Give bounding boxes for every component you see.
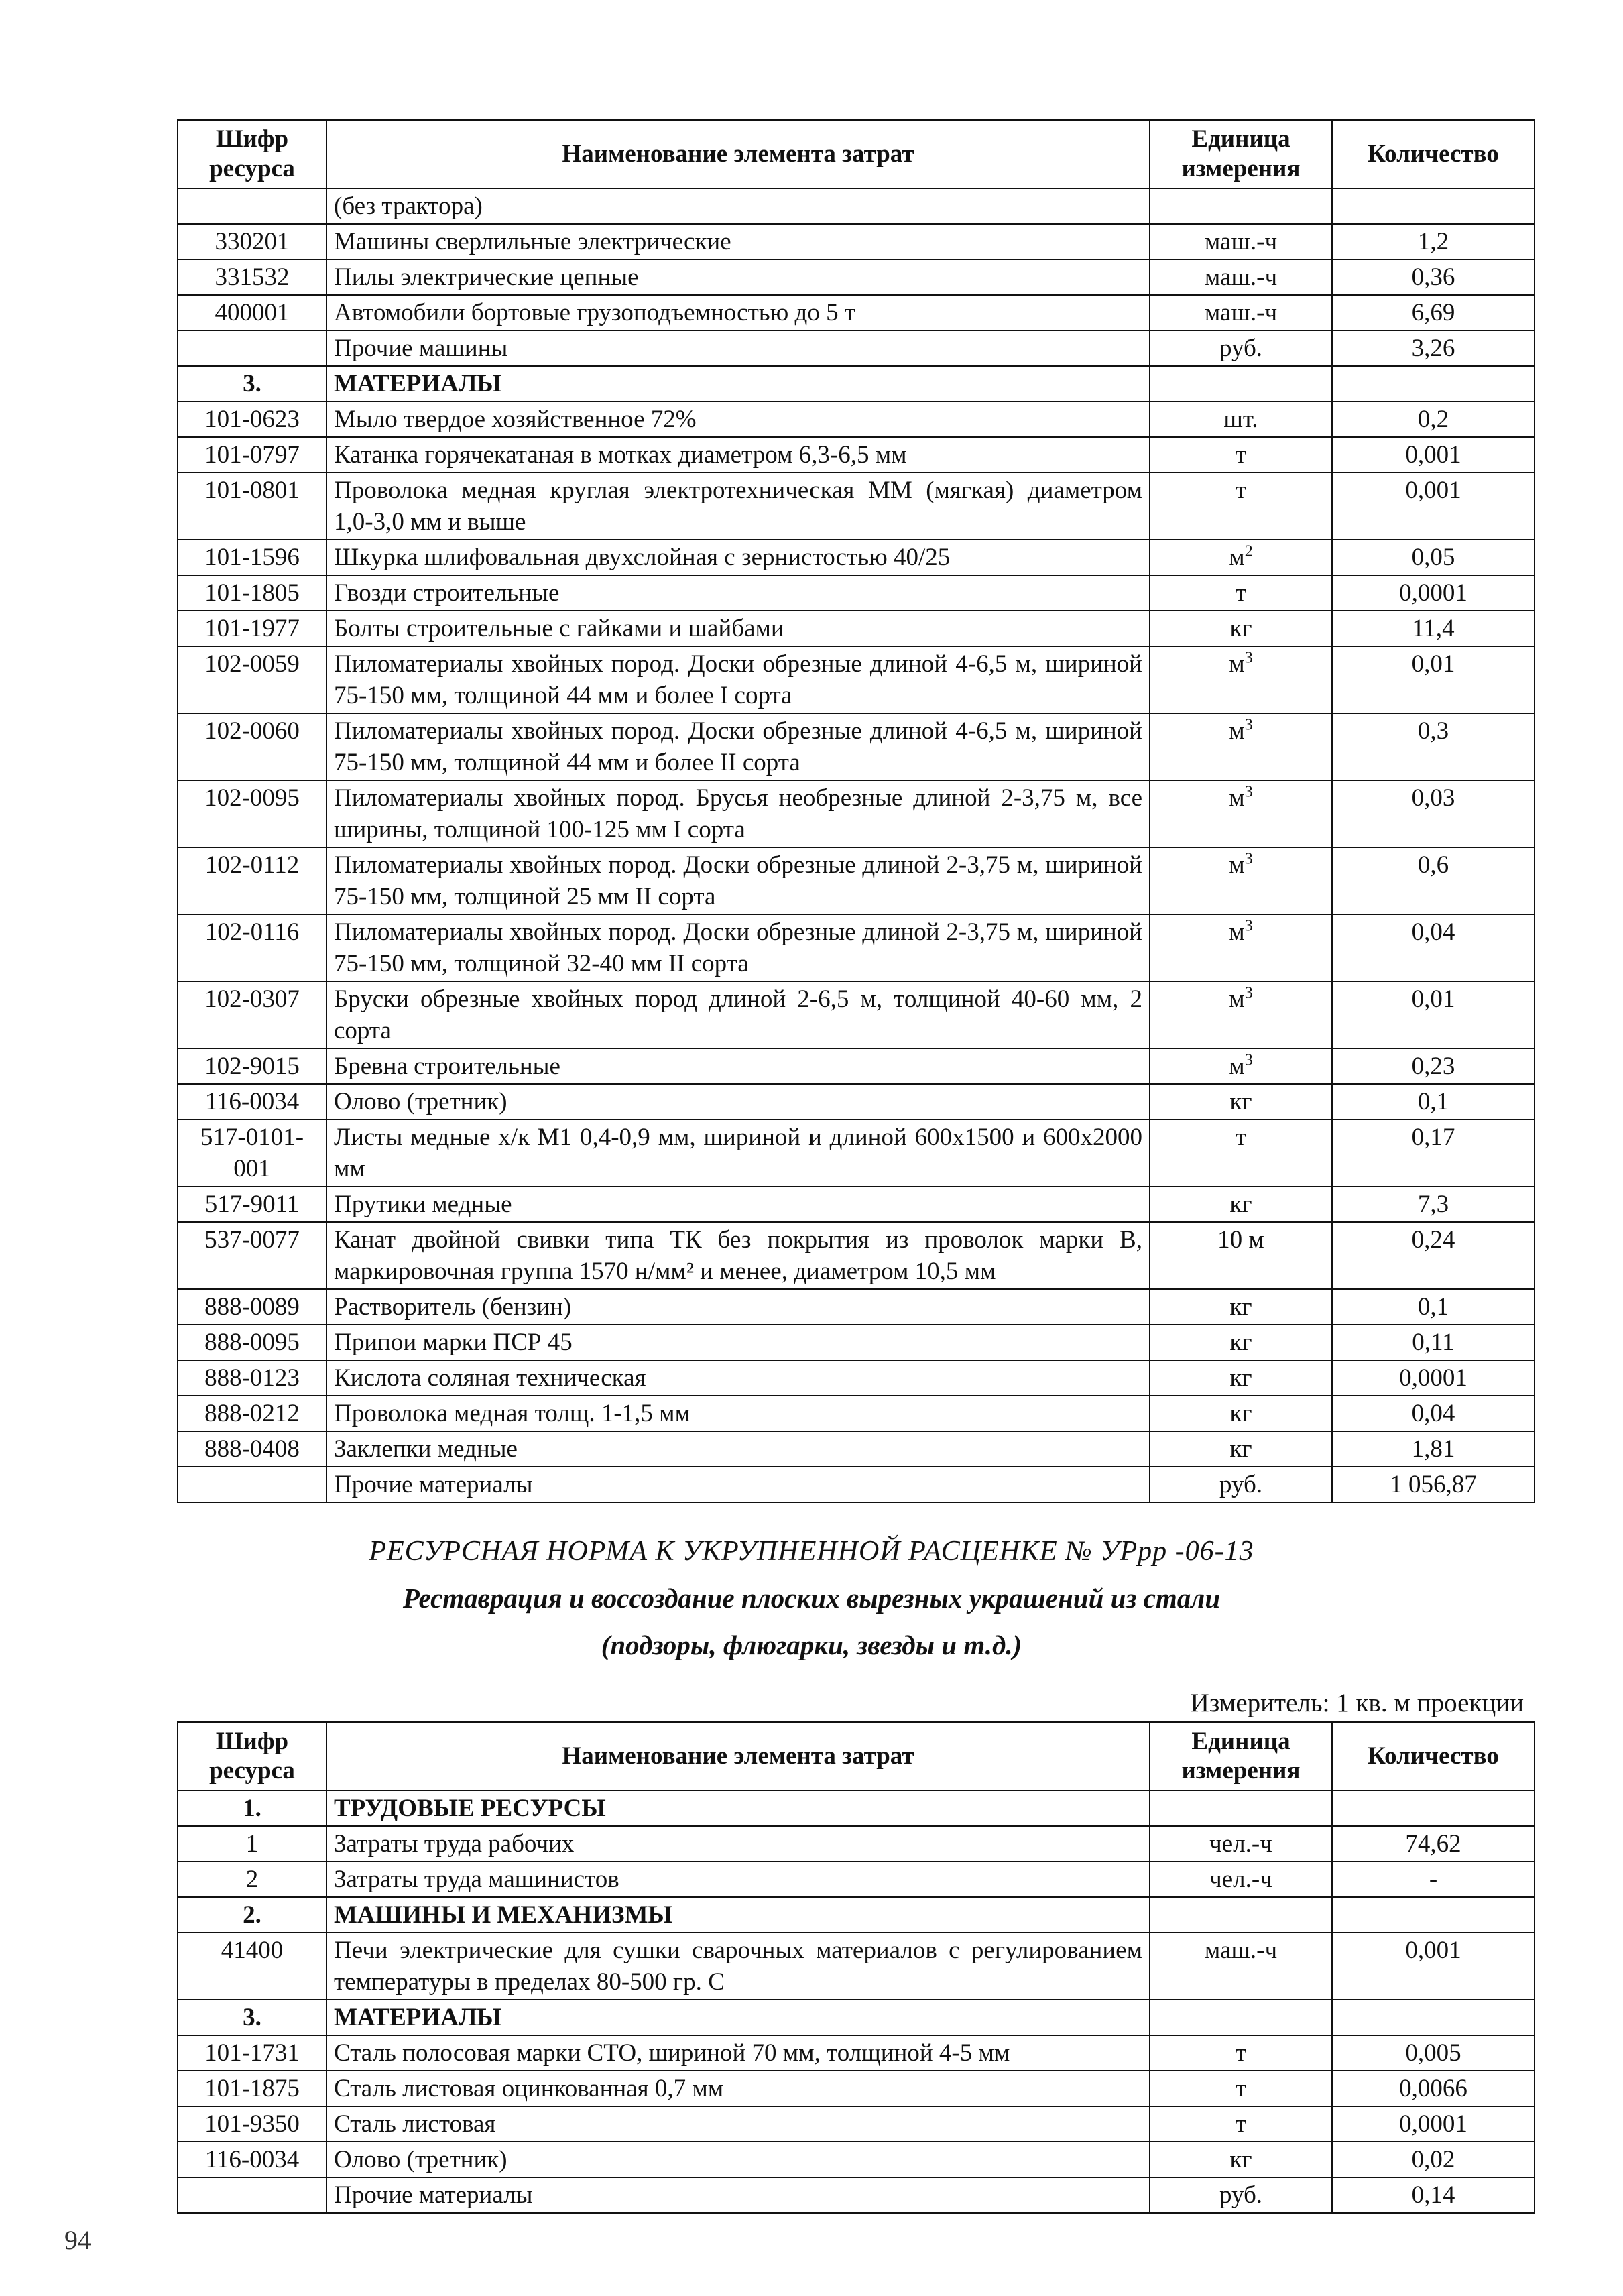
resource-quantity: 0,001: [1332, 437, 1535, 473]
resource-name: Шкурка шлифовальная двухслойная с зернистостью 40/25: [326, 540, 1150, 575]
resource-name: Растворитель (бензин): [326, 1289, 1150, 1325]
resource-name: Пилы электрические цепные: [326, 259, 1150, 295]
resource-code: 517-0101-001: [178, 1120, 326, 1187]
resource-code: 888-0089: [178, 1289, 326, 1325]
resource-name: ТРУДОВЫЕ РЕСУРСЫ: [326, 1791, 1150, 1826]
resource-code: 2: [178, 1862, 326, 1897]
resource-name: Прочие материалы: [326, 1467, 1150, 1502]
table-row: [178, 1826, 1535, 1862]
resource-name: Пиломатериалы хвойных пород. Доски обрезные длиной 2-3,75 м, шириной 75-150 мм, толщиной 25 мм II сорта: [326, 847, 1150, 914]
resource-name: Заклепки медные: [326, 1431, 1150, 1467]
resource-quantity: 1 056,87: [1332, 1467, 1535, 1502]
resource-unit: кг: [1150, 1084, 1332, 1120]
resource-quantity: 0,04: [1332, 1396, 1535, 1431]
resource-code: 537-0077: [178, 1222, 326, 1289]
resource-unit: кг: [1150, 1289, 1332, 1325]
resource-unit: [1150, 2000, 1332, 2035]
table-row: [178, 2106, 1535, 2142]
resource-code: [178, 1467, 326, 1502]
section-row: [178, 2000, 1535, 2035]
resource-quantity: 6,69: [1332, 295, 1535, 330]
resource-quantity: 1,81: [1332, 1431, 1535, 1467]
resource-quantity: 0,03: [1332, 780, 1535, 847]
resource-name: Кислота соляная техническая: [326, 1360, 1150, 1396]
table-row: [178, 295, 1535, 330]
resource-unit: $м^3$: [1150, 847, 1332, 914]
resource-code: 331532: [178, 259, 326, 295]
resource-quantity: 0,14: [1332, 2177, 1535, 2213]
resource-code: 102-0095: [178, 780, 326, 847]
resource-name: Печи электрические для сушки сварочных материалов с регулированием температуры в пределах 80-500 гр. С: [326, 1933, 1150, 2000]
resource-quantity: 0,0001: [1332, 575, 1535, 611]
resource-quantity: 0,17: [1332, 1120, 1535, 1187]
resource-quantity: 0,11: [1332, 1325, 1535, 1360]
table-body-2: [178, 1791, 1535, 2213]
table-row: [178, 713, 1535, 780]
resource-code: 3.: [178, 2000, 326, 2035]
resource-code: 1.: [178, 1791, 326, 1826]
table-row: [178, 1933, 1535, 2000]
section-row: [178, 1897, 1535, 1933]
table-row: [178, 259, 1535, 295]
resource-name: Гвозди строительные: [326, 575, 1150, 611]
resource-name: Пиломатериалы хвойных пород. Доски обрезные длиной 4-6,5 м, шириной 75-150 мм, толщиной 44 мм и более I сорта: [326, 646, 1150, 713]
resource-quantity: 0,001: [1332, 1933, 1535, 2000]
resource-code: 116-0034: [178, 2142, 326, 2177]
resource-quantity: 0,24: [1332, 1222, 1535, 1289]
table-row: [178, 1222, 1535, 1289]
resource-unit: т: [1150, 473, 1332, 540]
resource-unit: руб.: [1150, 2177, 1332, 2213]
resource-name: Мыло твердое хозяйственное 72%: [326, 402, 1150, 437]
resource-code: [178, 330, 326, 366]
resource-code: 101-0623: [178, 402, 326, 437]
resource-unit: $м^3$: [1150, 914, 1332, 981]
resource-quantity: 0,0001: [1332, 1360, 1535, 1396]
table-row: [178, 847, 1535, 914]
resource-quantity: 0,0066: [1332, 2071, 1535, 2106]
resource-name: Катанка горячекатаная в мотках диаметром 6,3-6,5 мм: [326, 437, 1150, 473]
resource-table-1: [177, 119, 1535, 1503]
table-row: [178, 611, 1535, 646]
resource-name: Олово (третник): [326, 2142, 1150, 2177]
resource-code: 102-0307: [178, 981, 326, 1048]
resource-code: 101-0801: [178, 473, 326, 540]
resource-quantity: 0,01: [1332, 981, 1535, 1048]
table-row: [178, 1862, 1535, 1897]
table-row: [178, 2035, 1535, 2071]
resource-quantity: [1332, 2000, 1535, 2035]
table-row: [178, 1325, 1535, 1360]
table-row: [178, 575, 1535, 611]
resource-name: Затраты труда машинистов: [326, 1862, 1150, 1897]
resource-name: Сталь листовая: [326, 2106, 1150, 2142]
resource-unit: $м^3$: [1150, 981, 1332, 1048]
header-name: Наименование элемента затрат: [326, 1722, 1150, 1791]
resource-code: [178, 188, 326, 224]
table-row: [178, 1120, 1535, 1187]
table-row: [178, 1187, 1535, 1222]
table-row: [178, 330, 1535, 366]
table-row: [178, 1431, 1535, 1467]
resource-name: Проволока медная толщ. 1-1,5 мм: [326, 1396, 1150, 1431]
resource-name: Проволока медная круглая электротехническая ММ (мягкая) диаметром 1,0-3,0 мм и выше: [326, 473, 1150, 540]
resource-quantity: [1332, 188, 1535, 224]
resource-name: Пиломатериалы хвойных пород. Брусья необрезные длиной 2-3,75 м, все ширины, толщиной 100-125 мм I сорта: [326, 780, 1150, 847]
resource-quantity: 0,2: [1332, 402, 1535, 437]
resource-unit: $м^3$: [1150, 646, 1332, 713]
table-header-row: [178, 1722, 1535, 1791]
resource-quantity: 0,6: [1332, 847, 1535, 914]
resource-unit: маш.-ч: [1150, 259, 1332, 295]
resource-code: 517-9011: [178, 1187, 326, 1222]
table-row: [178, 188, 1535, 224]
resource-quantity: 0,3: [1332, 713, 1535, 780]
resource-name: Пиломатериалы хвойных пород. Доски обрезные длиной 2-3,75 м, шириной 75-150 мм, толщиной 32-40 мм II сорта: [326, 914, 1150, 981]
resource-name: Сталь листовая оцинкованная 0,7 мм: [326, 2071, 1150, 2106]
table-row: [178, 1396, 1535, 1431]
table-row: [178, 1360, 1535, 1396]
table-row: [178, 473, 1535, 540]
resource-code: 101-0797: [178, 437, 326, 473]
resource-name: Прутики медные: [326, 1187, 1150, 1222]
table-row: [178, 780, 1535, 847]
resource-code: 102-9015: [178, 1048, 326, 1084]
resource-unit: [1150, 1791, 1332, 1826]
resource-name: Сталь полосовая марки СТО, шириной 70 мм, толщиной 4-5 мм: [326, 2035, 1150, 2071]
resource-unit: 10 м: [1150, 1222, 1332, 1289]
resource-unit: шт.: [1150, 402, 1332, 437]
resource-unit: [1150, 366, 1332, 402]
table-body-1: [178, 188, 1535, 1502]
resource-name: Бруски обрезные хвойных пород длиной 2-6,5 м, толщиной 40-60 мм, 2 сорта: [326, 981, 1150, 1048]
norm-title: РЕСУРСНАЯ НОРМА К УКРУПНЕННОЙ РАСЦЕНКЕ № УРрр -06-13: [369, 1536, 1254, 1567]
resource-name: Прочие материалы: [326, 2177, 1150, 2213]
resource-quantity: 0,0001: [1332, 2106, 1535, 2142]
table-row: [178, 540, 1535, 575]
resource-unit: т: [1150, 1120, 1332, 1187]
resource-code: 41400: [178, 1933, 326, 2000]
resource-code: [178, 2177, 326, 2213]
resource-unit: [1150, 1897, 1332, 1933]
table-row: [178, 2177, 1535, 2213]
resource-unit: кг: [1150, 1360, 1332, 1396]
table-row: [178, 981, 1535, 1048]
resource-name: (без трактора): [326, 188, 1150, 224]
resource-name: Олово (третник): [326, 1084, 1150, 1120]
resource-quantity: 0,005: [1332, 2035, 1535, 2071]
resource-unit: $м^3$: [1150, 1048, 1332, 1084]
table-row: [178, 2071, 1535, 2106]
resource-quantity: 0,1: [1332, 1084, 1535, 1120]
measurement-unit: Измеритель: 1 кв. м проекции: [1190, 1689, 1524, 1717]
table-row: [178, 1084, 1535, 1120]
resource-quantity: 0,05: [1332, 540, 1535, 575]
resource-unit: $м^3$: [1150, 780, 1332, 847]
resource-unit: т: [1150, 2035, 1332, 2071]
resource-unit: кг: [1150, 1325, 1332, 1360]
resource-name: Бревна строительные: [326, 1048, 1150, 1084]
header-unit: Единица измерения: [1150, 1722, 1332, 1791]
resource-name: Машины сверлильные электрические: [326, 224, 1150, 259]
resource-quantity: [1332, 1791, 1535, 1826]
header-code: Шифр ресурса: [178, 1722, 326, 1791]
resource-unit: маш.-ч: [1150, 224, 1332, 259]
page-number: 94: [64, 2225, 91, 2255]
resource-unit: кг: [1150, 2142, 1332, 2177]
resource-name: Прочие машины: [326, 330, 1150, 366]
table-row: [178, 646, 1535, 713]
resource-quantity: [1332, 366, 1535, 402]
resource-unit: [1150, 188, 1332, 224]
resource-unit: маш.-ч: [1150, 1933, 1332, 2000]
resource-code: 888-0095: [178, 1325, 326, 1360]
resource-quantity: -: [1332, 1862, 1535, 1897]
resource-quantity: 0,02: [1332, 2142, 1535, 2177]
resource-unit: $м^3$: [1150, 713, 1332, 780]
resource-quantity: 3,26: [1332, 330, 1535, 366]
header-qty: Количество: [1332, 120, 1535, 188]
resource-name: МАТЕРИАЛЫ: [326, 2000, 1150, 2035]
resource-unit: $м^2$: [1150, 540, 1332, 575]
resource-code: 3.: [178, 366, 326, 402]
resource-quantity: 0,1: [1332, 1289, 1535, 1325]
resource-code: 888-0408: [178, 1431, 326, 1467]
resource-unit: руб.: [1150, 1467, 1332, 1502]
resource-unit: чел.-ч: [1150, 1862, 1332, 1897]
resource-unit: т: [1150, 437, 1332, 473]
header-qty: Количество: [1332, 1722, 1535, 1791]
resource-code: 330201: [178, 224, 326, 259]
resource-quantity: 0,01: [1332, 646, 1535, 713]
norm-subtitle-examples: (подзоры, флюгарки, звезды и т.д.): [601, 1630, 1022, 1660]
resource-code: 102-0060: [178, 713, 326, 780]
resource-table-2: [177, 1721, 1535, 2214]
resource-name: Припои марки ПСР 45: [326, 1325, 1150, 1360]
resource-unit: т: [1150, 2071, 1332, 2106]
norm-subtitle: Реставрация и воссоздание плоских вырезных украшений из стали: [402, 1583, 1221, 1614]
resource-code: 888-0212: [178, 1396, 326, 1431]
header-unit: Единица измерения: [1150, 120, 1332, 188]
resource-quantity: 74,62: [1332, 1826, 1535, 1862]
section-row: [178, 1791, 1535, 1826]
resource-quantity: 1,2: [1332, 224, 1535, 259]
table-row: [178, 224, 1535, 259]
table-row: [178, 437, 1535, 473]
header-code: Шифр ресурса: [178, 120, 326, 188]
resource-quantity: 0,36: [1332, 259, 1535, 295]
resource-name: Затраты труда рабочих: [326, 1826, 1150, 1862]
resource-name: Болты строительные с гайками и шайбами: [326, 611, 1150, 646]
resource-code: 101-1805: [178, 575, 326, 611]
resource-name: Листы медные х/к М1 0,4-0,9 мм, шириной и длиной 600х1500 и 600х2000 мм: [326, 1120, 1150, 1187]
header-name: Наименование элемента затрат: [326, 120, 1150, 188]
resource-name: Пиломатериалы хвойных пород. Доски обрезные длиной 4-6,5 м, шириной 75-150 мм, толщиной 44 мм и более II сорта: [326, 713, 1150, 780]
resource-unit: руб.: [1150, 330, 1332, 366]
resource-code: 101-9350: [178, 2106, 326, 2142]
resource-unit: кг: [1150, 1187, 1332, 1222]
resource-code: 400001: [178, 295, 326, 330]
resource-unit: т: [1150, 575, 1332, 611]
resource-unit: маш.-ч: [1150, 295, 1332, 330]
resource-code: 101-1977: [178, 611, 326, 646]
resource-unit: т: [1150, 2106, 1332, 2142]
resource-code: 101-1596: [178, 540, 326, 575]
table-row: [178, 2142, 1535, 2177]
resource-code: 101-1731: [178, 2035, 326, 2071]
resource-quantity: 0,23: [1332, 1048, 1535, 1084]
resource-code: 2.: [178, 1897, 326, 1933]
resource-code: 101-1875: [178, 2071, 326, 2106]
table-header-row: [178, 120, 1535, 188]
table-row: [178, 914, 1535, 981]
resource-code: 116-0034: [178, 1084, 326, 1120]
resource-quantity: 0,001: [1332, 473, 1535, 540]
resource-name: Автомобили бортовые грузоподъемностью до 5 т: [326, 295, 1150, 330]
resource-quantity: 0,04: [1332, 914, 1535, 981]
section-row: [178, 366, 1535, 402]
resource-unit: кг: [1150, 1431, 1332, 1467]
resource-code: 1: [178, 1826, 326, 1862]
resource-code: 102-0112: [178, 847, 326, 914]
resource-unit: кг: [1150, 1396, 1332, 1431]
resource-quantity: 7,3: [1332, 1187, 1535, 1222]
resource-name: МАШИНЫ И МЕХАНИЗМЫ: [326, 1897, 1150, 1933]
resource-name: Канат двойной свивки типа ТК без покрытия из проволок марки В, маркировочная группа 1570 н/мм² и менее, диаметром 10,5 мм: [326, 1222, 1150, 1289]
table-row: [178, 1467, 1535, 1502]
resource-name: МАТЕРИАЛЫ: [326, 366, 1150, 402]
table-row: [178, 1048, 1535, 1084]
resource-unit: чел.-ч: [1150, 1826, 1332, 1862]
resource-code: 102-0116: [178, 914, 326, 981]
table-row: [178, 402, 1535, 437]
table-row: [178, 1289, 1535, 1325]
resource-code: 102-0059: [178, 646, 326, 713]
resource-quantity: 11,4: [1332, 611, 1535, 646]
resource-unit: кг: [1150, 611, 1332, 646]
resource-quantity: [1332, 1897, 1535, 1933]
resource-code: 888-0123: [178, 1360, 326, 1396]
